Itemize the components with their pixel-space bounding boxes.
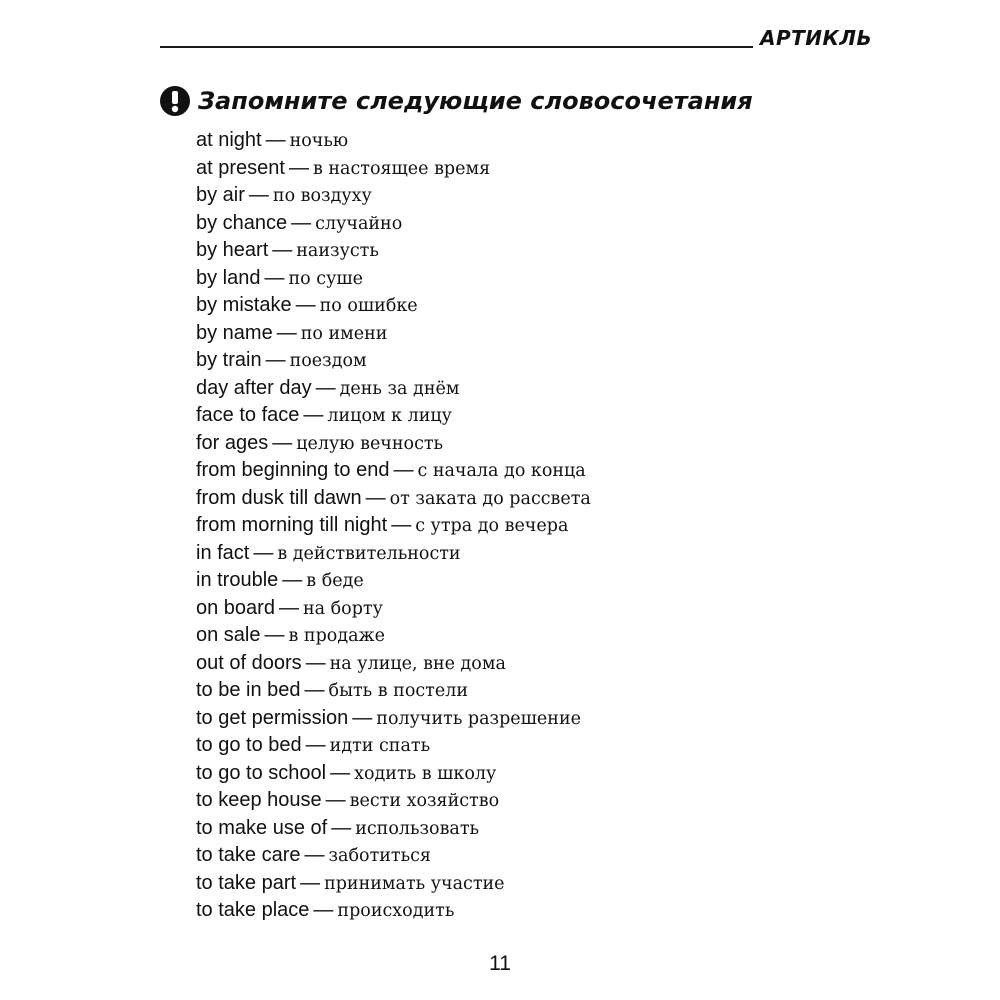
- phrase-item: [196, 705, 591, 733]
- phrase-dash: —: [303, 404, 324, 426]
- phrase-english: to take care: [196, 844, 301, 866]
- phrase-english: to be in bed: [196, 679, 301, 701]
- phrase-item: [196, 595, 591, 623]
- phrase-english: on board: [196, 596, 275, 619]
- phrase-russian: в действительности: [277, 543, 461, 564]
- phrase-item: [196, 842, 591, 870]
- phrase-english: from dusk till dawn: [196, 486, 362, 509]
- phrase-russian: ходить в школу: [354, 763, 497, 784]
- phrase-english: by train: [196, 349, 262, 371]
- phrase-russian: на улице, вне дома: [329, 653, 506, 674]
- phrase-russian: с утра до вечера: [415, 516, 569, 536]
- phrase-dash: —: [272, 431, 293, 454]
- phrase-english: in fact: [196, 541, 250, 564]
- phrase-item: [196, 127, 591, 155]
- phrase-dash: —: [391, 514, 412, 536]
- phrase-english: to make use of: [196, 816, 328, 839]
- phrase-item: [196, 155, 591, 183]
- phrase-dash: —: [278, 596, 299, 619]
- phrase-russian: по воздуху: [272, 186, 372, 206]
- phrase-english: at night: [196, 129, 262, 151]
- note-heading: [160, 86, 753, 116]
- phrase-dash: —: [331, 816, 352, 839]
- phrase-english: out of doors: [196, 651, 302, 674]
- phrase-item: [196, 870, 591, 898]
- phrase-item: [196, 375, 591, 403]
- phrase-item: [196, 622, 591, 650]
- phrase-dash: —: [288, 156, 309, 179]
- header-rule: [160, 46, 753, 48]
- phrase-item: [196, 457, 591, 485]
- phrase-dash: —: [248, 184, 269, 206]
- phrase-english: to get permission: [196, 706, 349, 729]
- phrase-english: from beginning to end: [196, 459, 390, 481]
- phrase-english: in trouble: [196, 569, 279, 591]
- phrase-item: [196, 292, 591, 320]
- phrase-item: [196, 897, 591, 925]
- phrase-russian: по имени: [300, 323, 388, 344]
- phrase-dash: —: [365, 486, 386, 509]
- phrase-item: [196, 650, 591, 678]
- phrase-russian: получить разрешение: [376, 708, 581, 729]
- phrase-russian: наизусть: [296, 241, 379, 261]
- phrase-item: [196, 540, 591, 568]
- phrase-item: [196, 210, 591, 238]
- phrase-dash: —: [282, 569, 303, 591]
- phrase-english: on sale: [196, 624, 261, 646]
- phrase-dash: —: [393, 459, 414, 481]
- phrase-dash: —: [305, 734, 326, 756]
- phrase-russian: по суше: [288, 268, 363, 289]
- note-title: Запомните следующие словосочетания: [198, 87, 753, 115]
- page-number: 11: [489, 952, 511, 975]
- phrase-russian: принимать участие: [324, 873, 505, 894]
- phrase-item: [196, 320, 591, 348]
- phrase-russian: в беде: [306, 571, 364, 591]
- phrase-russian: на борту: [302, 598, 383, 619]
- phrase-list: [196, 127, 591, 925]
- section-label: АРТИКЛЬ: [760, 26, 873, 50]
- phrase-russian: вести хозяйство: [349, 791, 500, 811]
- phrase-russian: быть в постели: [328, 681, 469, 701]
- phrase-russian: использовать: [355, 818, 480, 839]
- phrase-english: to go to school: [196, 761, 327, 784]
- phrase-dash: —: [265, 129, 286, 151]
- phrase-russian: случайно: [315, 213, 403, 234]
- phrase-dash: —: [265, 349, 286, 371]
- phrase-item: [196, 430, 591, 458]
- phrase-english: to go to bed: [196, 734, 302, 756]
- phrase-dash: —: [330, 761, 351, 784]
- phrase-dash: —: [264, 266, 285, 289]
- phrase-russian: ночью: [289, 131, 349, 151]
- phrase-item: [196, 677, 591, 705]
- phrase-english: day after day: [196, 376, 312, 399]
- phrase-english: by mistake: [196, 294, 292, 316]
- phrase-item: [196, 787, 591, 815]
- phrase-dash: —: [253, 541, 274, 564]
- phrase-russian: происходить: [337, 901, 455, 921]
- phrase-english: to take place: [196, 899, 310, 921]
- phrase-english: by chance: [196, 211, 288, 234]
- phrase-dash: —: [264, 624, 285, 646]
- phrase-item: [196, 485, 591, 513]
- phrase-item: [196, 732, 591, 760]
- phrase-english: by name: [196, 321, 273, 344]
- phrase-english: for ages: [196, 431, 269, 454]
- phrase-russian: идти спать: [329, 736, 431, 756]
- phrase-item: [196, 512, 591, 540]
- phrase-dash: —: [304, 679, 325, 701]
- phrase-item: [196, 815, 591, 843]
- exclamation-icon: [160, 86, 190, 116]
- phrase-russian: в настоящее время: [312, 158, 491, 179]
- phrase-english: from morning till night: [196, 514, 388, 536]
- phrase-russian: заботиться: [328, 846, 431, 866]
- phrase-russian: по ошибке: [319, 296, 418, 316]
- phrase-item: [196, 237, 591, 265]
- phrase-russian: в продаже: [288, 626, 385, 646]
- phrase-russian: от заката до рассвета: [389, 488, 591, 509]
- phrase-english: to keep house: [196, 789, 322, 811]
- phrase-russian: день за днём: [339, 378, 460, 399]
- phrase-dash: —: [352, 706, 373, 729]
- phrase-russian: лицом к лицу: [327, 406, 452, 426]
- phrase-dash: —: [295, 294, 316, 316]
- phrase-english: by land: [196, 266, 261, 289]
- phrase-dash: —: [291, 211, 312, 234]
- phrase-dash: —: [304, 844, 325, 866]
- phrase-dash: —: [276, 321, 297, 344]
- phrase-dash: —: [315, 376, 336, 399]
- phrase-english: at present: [196, 156, 285, 179]
- phrase-dash: —: [272, 239, 293, 261]
- phrase-dash: —: [305, 651, 326, 674]
- phrase-russian: с начала до конца: [417, 461, 586, 481]
- phrase-russian: целую вечность: [296, 433, 444, 454]
- phrase-russian: поездом: [289, 351, 367, 371]
- phrase-english: face to face: [196, 404, 300, 426]
- phrase-item: [196, 182, 591, 210]
- phrase-item: [196, 402, 591, 430]
- phrase-dash: —: [300, 871, 321, 894]
- phrase-dash: —: [313, 899, 334, 921]
- phrase-english: by air: [196, 184, 245, 206]
- phrase-english: by heart: [196, 239, 269, 261]
- phrase-item: [196, 265, 591, 293]
- phrase-item: [196, 760, 591, 788]
- phrase-dash: —: [325, 789, 346, 811]
- phrase-english: to take part: [196, 871, 297, 894]
- phrase-item: [196, 347, 591, 375]
- phrase-item: [196, 567, 591, 595]
